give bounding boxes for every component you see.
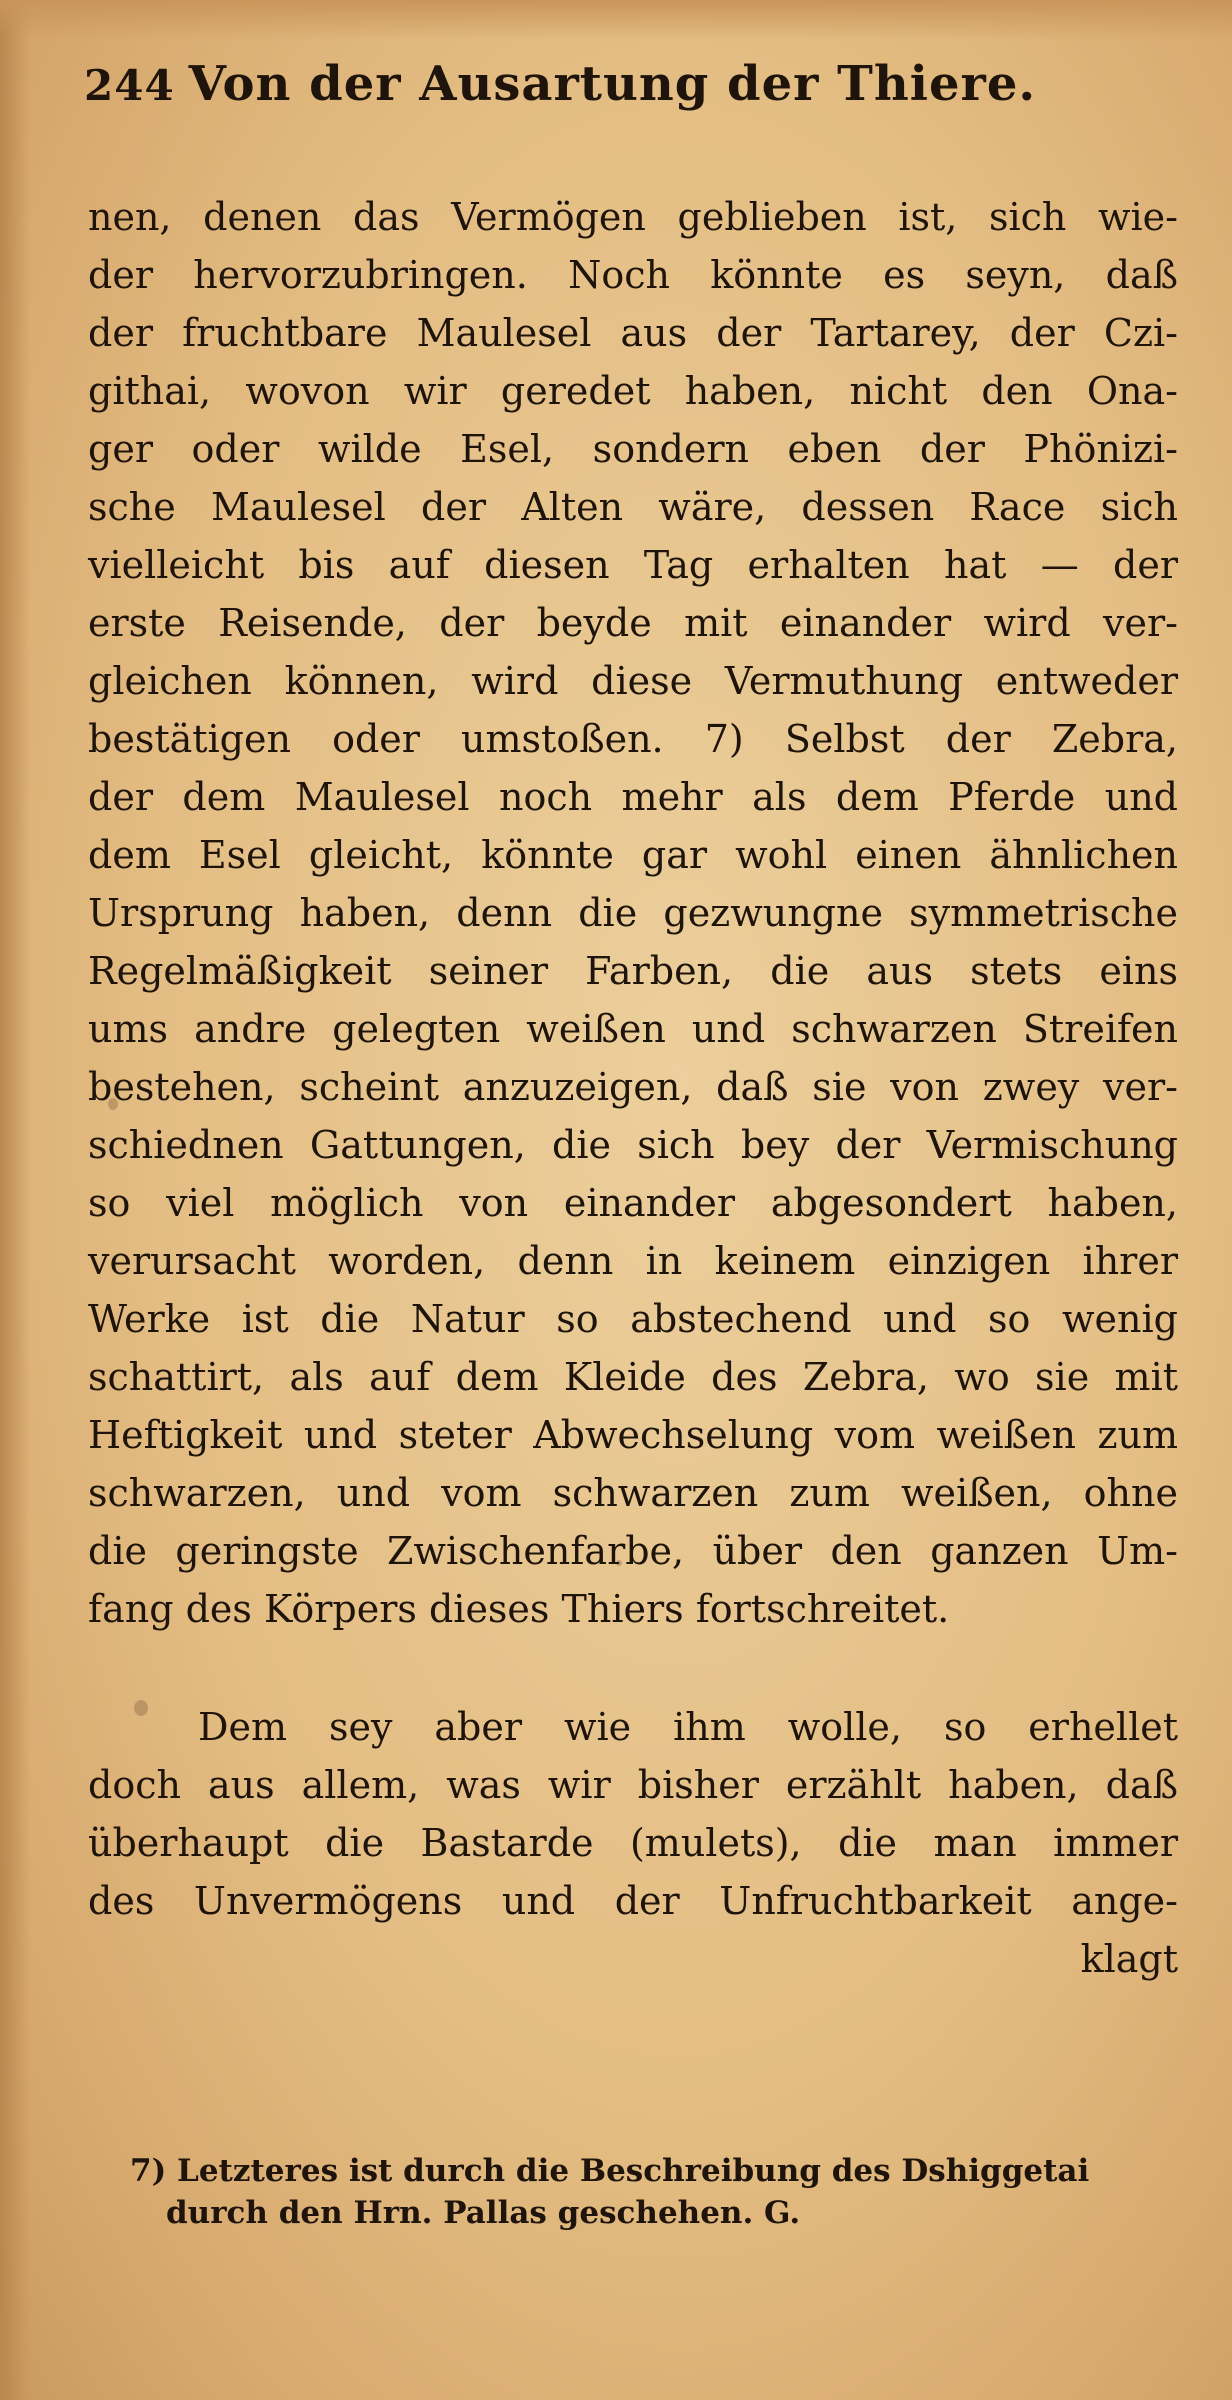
text-line: gleichen können, wird diese Vermuthung entweder	[88, 659, 1178, 703]
paragraph-gap	[88, 1638, 1178, 1698]
text-line: githai, wovon wir geredet haben, nicht den Ona-	[88, 369, 1178, 413]
text-line: ger oder wilde Esel, sondern eben der Phönizi-	[88, 427, 1178, 471]
text-line: schwarzen, und vom schwarzen zum weißen, ohne	[88, 1471, 1178, 1515]
text-line: vielleicht bis auf diesen Tag erhalten hat — der	[88, 543, 1178, 587]
text-line: sche Maulesel der Alten wäre, dessen Race sich	[88, 485, 1178, 529]
text-line: so viel möglich von einander abgesondert haben,	[88, 1181, 1178, 1225]
text-line: ums andre gelegten weißen und schwarzen Streifen	[88, 1007, 1178, 1051]
text-line: überhaupt die Bastarde (mulets), die man immer	[88, 1821, 1178, 1865]
text-line: schattirt, als auf dem Kleide des Zebra, wo sie mit	[88, 1355, 1178, 1399]
catchword: klagt	[1080, 1937, 1178, 1981]
text-line: Dem sey aber wie ihm wolle, so erhellet	[198, 1705, 1178, 1749]
text-line: bestehen, scheint anzuzeigen, daß sie von zwey ver-	[88, 1065, 1178, 1109]
text-line: Ursprung haben, denn die gezwungne symmetrische	[88, 891, 1178, 935]
text-line: dem Esel gleicht, könnte gar wohl einen ähnlichen	[88, 833, 1178, 877]
text-line: fang des Körpers dieses Thiers fortschreitet.	[88, 1587, 950, 1631]
text-line: nen, denen das Vermögen geblieben ist, sich wie-	[88, 195, 1178, 239]
text-line: verursacht worden, denn in keinem einzigen ihrer	[88, 1239, 1178, 1283]
paragraph-1	[88, 188, 1178, 1638]
text-line: der dem Maulesel noch mehr als dem Pferde und	[88, 775, 1178, 819]
page-edge-shadow	[0, 0, 30, 2400]
text-line: bestätigen oder umstoßen. 7) Selbst der Zebra,	[88, 717, 1178, 761]
text-line: doch aus allem, was wir bisher erzählt haben, daß	[88, 1763, 1178, 1807]
body-text	[88, 188, 1178, 1988]
page-top-shadow	[0, 0, 1232, 40]
paragraph-2	[88, 1698, 1178, 1988]
text-line: der hervorzubringen. Noch könnte es seyn, daß	[88, 253, 1178, 297]
text-line: des Unvermögens und der Unfruchtbarkeit ange-	[88, 1879, 1178, 1923]
running-title: Von der Ausartung der Thiere.	[188, 56, 1037, 112]
footnote-line: 7) Letzteres ist durch die Beschreibung des Dshiggetai	[130, 2153, 1090, 2189]
footnote-line: durch den Hrn. Pallas geschehen. G.	[166, 2195, 801, 2231]
text-line: die geringste Zwischenfarbe, über den ganzen Um-	[88, 1529, 1178, 1573]
text-line: Regelmäßigkeit seiner Farben, die aus stets eins	[88, 949, 1178, 993]
text-line: erste Reisende, der beyde mit einander wird ver-	[88, 601, 1178, 645]
text-line: der fruchtbare Maulesel aus der Tartarey, der Czi-	[88, 311, 1178, 355]
text-line: Werke ist die Natur so abstechend und so wenig	[88, 1297, 1178, 1341]
running-header	[84, 56, 1036, 112]
text-line: Heftigkeit und steter Abwechselung vom weißen zum	[88, 1413, 1178, 1457]
text-line: schiednen Gattungen, die sich bey der Vermischung	[88, 1123, 1178, 1167]
page-number: 244	[84, 61, 175, 110]
footnote	[130, 2150, 1170, 2234]
